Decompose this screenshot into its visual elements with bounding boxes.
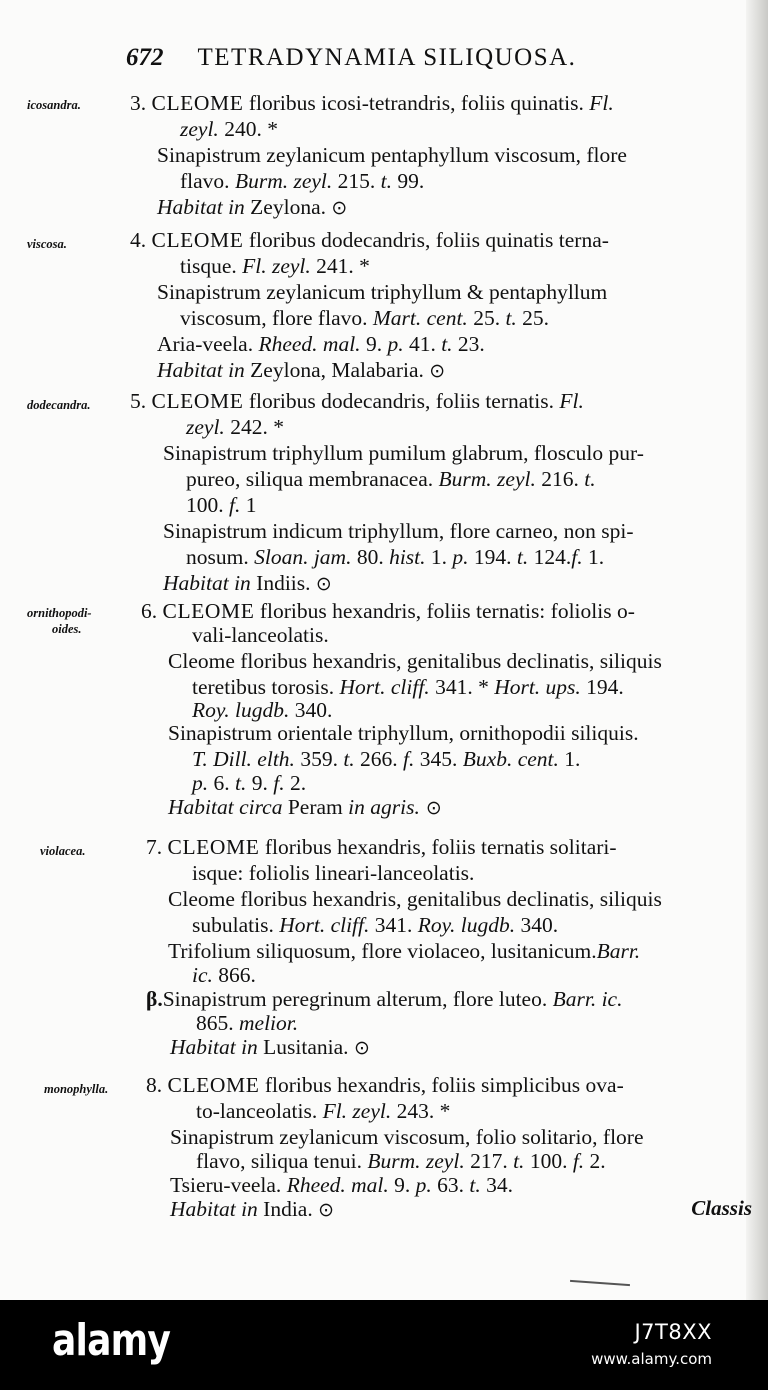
text: India. [257, 1197, 319, 1221]
synonym-line [170, 1172, 513, 1198]
variety-line [196, 1010, 298, 1036]
annual-symbol-icon: ⊙ [353, 1037, 370, 1059]
genus-name: CLEOME [167, 835, 260, 859]
text: 25. [467, 306, 506, 330]
genus-name: CLEOME [151, 389, 244, 413]
text: Trifolium siliquosum, flore violaceo, lusitanicum. [168, 939, 597, 963]
citation: t. [343, 747, 355, 771]
variety-line [146, 986, 622, 1012]
text: Lusitania. [257, 1035, 354, 1059]
synonym-line [186, 466, 596, 492]
text: 9. [246, 771, 274, 795]
synonym-line [157, 331, 485, 357]
page-smudge-mark [570, 1280, 630, 1286]
synonym-line: Sinapistrum indicum triphyllum, flore carneo, non spi- [163, 519, 634, 543]
diagnosis-line [130, 388, 584, 414]
text: 6. [208, 771, 235, 795]
habitat-line [170, 1196, 334, 1223]
synonym-line [192, 912, 558, 938]
text: tisque. [180, 254, 243, 278]
genus-name: CLEOME [167, 1073, 260, 1097]
text: 1. [425, 545, 453, 569]
citation: Barr. ic. [552, 987, 623, 1011]
species-number: 6. [141, 599, 158, 623]
text: 80. [351, 545, 390, 569]
page-edge-shadow [746, 0, 768, 1300]
diagnosis-line [180, 116, 278, 142]
habitat-label: Habitat in [157, 358, 245, 382]
text: 1 [240, 493, 257, 517]
text: 194. [580, 675, 624, 699]
species-number: 7. [146, 835, 163, 859]
synonym-line [180, 305, 549, 331]
citation: f. [572, 1149, 585, 1173]
synonym-line: Sinapistrum triphyllum pumilum glabrum, flosculo pur- [163, 441, 644, 465]
text: 241. * [310, 254, 370, 278]
text: 266. [354, 747, 404, 771]
trivial-name-continued: oides. [52, 622, 82, 636]
citation: t. [505, 306, 517, 330]
citation: p. [192, 771, 209, 795]
synonym-line: Sinapistrum zeylanicum pentaphyllum viscosum, flore [157, 143, 627, 167]
species-number: 8. [146, 1073, 163, 1097]
text: teretibus torosis. [192, 675, 340, 699]
text: 34. [480, 1173, 514, 1197]
habitat-line [170, 1034, 370, 1061]
text: 240. * [218, 117, 278, 141]
synonym-line [168, 938, 640, 964]
annual-symbol-icon: ⊙ [315, 573, 332, 595]
page-number: 672 [126, 44, 164, 71]
citation: t. [441, 332, 453, 356]
citation: Sloan. jam. [254, 545, 352, 569]
trivial-name: icosandra. [27, 98, 81, 112]
text: 217. [464, 1149, 514, 1173]
synonym-line [192, 746, 580, 772]
text: 9. [360, 332, 388, 356]
citation: t. [235, 771, 247, 795]
citation: t. [584, 467, 596, 491]
text: 25. [516, 306, 550, 330]
citation: Fl. [559, 389, 584, 413]
diagnosis-line: isque: foliolis lineari-lanceolatis. [192, 861, 475, 885]
diagnosis-line: vali-lanceolatis. [192, 623, 329, 647]
species-number: 4. [130, 228, 147, 252]
habitat-line [157, 194, 347, 221]
citation: Burm. zeyl. [367, 1149, 465, 1173]
text: 1. [582, 545, 605, 569]
text: floribus icosi-tetrandris, foliis quinatis. [243, 91, 590, 115]
citation: Mart. cent. [372, 306, 468, 330]
text: 63. [431, 1173, 470, 1197]
text: floribus hexandris, foliis ternatis solitari- [259, 835, 617, 859]
citation: T. Dill. elth. [192, 747, 295, 771]
citation: melior. [239, 1011, 299, 1035]
habitat-label: Habitat in [170, 1035, 258, 1059]
citation: Burm. zeyl. [234, 169, 333, 193]
diagnosis-line [180, 253, 370, 279]
citation: Fl. zeyl. [322, 1099, 392, 1123]
citation: t. [380, 169, 392, 193]
text: floribus hexandris, foliis ternatis: foliolis o- [254, 599, 635, 623]
text: Aria-veela. [157, 332, 259, 356]
text: 340. [515, 913, 559, 937]
text: 359. [294, 747, 344, 771]
diagnosis-line [186, 414, 284, 440]
text: 216. [535, 467, 585, 491]
text: 345. [414, 747, 463, 771]
habitat-label: Habitat in [163, 571, 251, 595]
text: Peram [282, 795, 349, 819]
citation: ic. [192, 963, 213, 987]
text: 194. [468, 545, 517, 569]
diagnosis-line [196, 1098, 450, 1124]
synonym-line: Cleome floribus hexandris, genitalibus declinatis, siliquis [168, 649, 662, 673]
habitat-line [157, 357, 445, 384]
habitat-label: Habitat in [170, 1197, 258, 1221]
habitat-line [168, 794, 442, 821]
citation: t. [469, 1173, 481, 1197]
text: 341. [369, 913, 418, 937]
habitat-line [163, 570, 332, 597]
diagnosis-line [130, 90, 614, 116]
text: 124. [528, 545, 572, 569]
text: 23. [452, 332, 485, 356]
synonym-line [192, 962, 256, 988]
trivial-name: viscosa. [27, 237, 67, 251]
trivial-name: monophylla. [44, 1082, 109, 1096]
citation: f. [229, 493, 241, 517]
citation: Burm. zeyl. [438, 467, 536, 491]
page-header [126, 44, 728, 72]
text: 100. [524, 1149, 573, 1173]
trivial-name: violacea. [40, 844, 86, 858]
citation: f. [571, 545, 583, 569]
trivial-name: dodecandra. [27, 398, 91, 412]
text: Sinapistrum peregrinum alterum, flore luteo. [162, 987, 553, 1011]
citation: Rheed. mal. [286, 1173, 389, 1197]
annual-symbol-icon: ⊙ [331, 197, 348, 219]
citation: p. [452, 545, 469, 569]
running-head: TETRADYNAMIA SILIQUOSA. [197, 44, 577, 71]
text: 100. [186, 493, 229, 517]
citation: p. [387, 332, 404, 356]
annual-symbol-icon: ⊙ [429, 360, 446, 382]
text: 2. [284, 771, 307, 795]
diagnosis-line [146, 834, 617, 860]
citation: zeyl. [180, 117, 219, 141]
citation: t. [513, 1149, 525, 1173]
text: viscosum, flore flavo. [180, 306, 373, 330]
text: 215. [332, 169, 381, 193]
text: 340. [289, 698, 333, 722]
citation: hist. [389, 545, 426, 569]
text: 99. [392, 169, 425, 193]
text: 242. * [224, 415, 284, 439]
text: Tsieru-veela. [170, 1173, 287, 1197]
citation: Buxb. cent. [462, 747, 559, 771]
annual-symbol-icon: ⊙ [318, 1199, 335, 1221]
text: nosum. [186, 545, 255, 569]
citation: in agris. [348, 795, 420, 819]
citation: f. [273, 771, 285, 795]
alamy-logo: alamy [52, 1315, 171, 1366]
synonym-line: Sinapistrum orientale triphyllum, ornithopodii siliquis. [168, 721, 639, 745]
citation: Hort. cliff. [339, 675, 430, 699]
species-number: 5. [130, 389, 147, 413]
watermark-url: www.alamy.com [591, 1350, 712, 1368]
text: Indiis. [250, 571, 316, 595]
text: floribus hexandris, foliis simplicibus ova- [259, 1073, 624, 1097]
text: Zeylona, Malabaria. [244, 358, 430, 382]
text: 9. [388, 1173, 416, 1197]
catchword: Classis [691, 1196, 752, 1220]
synonym-line: Sinapistrum zeylanicum viscosum, folio solitario, flore [170, 1125, 644, 1149]
citation: p. [415, 1173, 432, 1197]
stock-watermark-bar [0, 1300, 768, 1390]
citation: t. [516, 545, 529, 569]
text: 41. [403, 332, 442, 356]
text: 1. [558, 747, 581, 771]
text: subulatis. [192, 913, 280, 937]
text: 341. * [429, 675, 495, 699]
citation: f. [403, 747, 415, 771]
synonym-line [196, 1148, 606, 1174]
citation: Roy. lugdb. [417, 913, 516, 937]
text: Zeylona. [244, 195, 332, 219]
habitat-label: Habitat in [157, 195, 245, 219]
text: flavo. [180, 169, 235, 193]
citation: Roy. lugdb. [192, 698, 290, 722]
diagnosis-line [130, 227, 609, 253]
synonym-line: Cleome floribus hexandris, genitalibus declinatis, siliquis [168, 887, 662, 911]
diagnosis-line [141, 598, 635, 624]
text: pureo, siliqua membranacea. [186, 467, 439, 491]
text: to-lanceolatis. [196, 1099, 323, 1123]
citation: Rheed. mal. [258, 332, 361, 356]
genus-name: CLEOME [151, 91, 244, 115]
citation: Barr. [596, 939, 641, 963]
citation: Fl. [589, 91, 614, 115]
text: floribus dodecandris, foliis quinatis terna- [243, 228, 609, 252]
synonym-line [192, 770, 306, 796]
genus-name: CLEOME [151, 228, 244, 252]
annual-symbol-icon: ⊙ [419, 797, 442, 819]
text: 866. [212, 963, 256, 987]
synonym-line [186, 492, 256, 518]
variety-marker: β. [146, 987, 163, 1011]
citation: Fl. zeyl. [242, 254, 311, 278]
diagnosis-line [146, 1072, 624, 1098]
text: 2. [584, 1149, 606, 1173]
text: flavo, siliqua tenui. [196, 1149, 368, 1173]
synonym-line: Sinapistrum zeylanicum triphyllum & pentaphyllum [157, 280, 608, 304]
synonym-line [186, 544, 604, 570]
citation: zeyl. [186, 415, 225, 439]
text: floribus dodecandris, foliis ternatis. [243, 389, 560, 413]
trivial-name: ornithopodi- [27, 606, 92, 620]
genus-name: CLEOME [162, 599, 255, 623]
synonym-line [180, 168, 424, 194]
species-number: 3. [130, 91, 147, 115]
text: 243. * [391, 1099, 451, 1123]
citation: Hort. cliff. [279, 913, 370, 937]
habitat-label: Habitat circa [168, 795, 283, 819]
image-id: J7T8XX [634, 1320, 712, 1344]
text: 865. [196, 1011, 239, 1035]
citation: Hort. ups. [494, 675, 581, 699]
